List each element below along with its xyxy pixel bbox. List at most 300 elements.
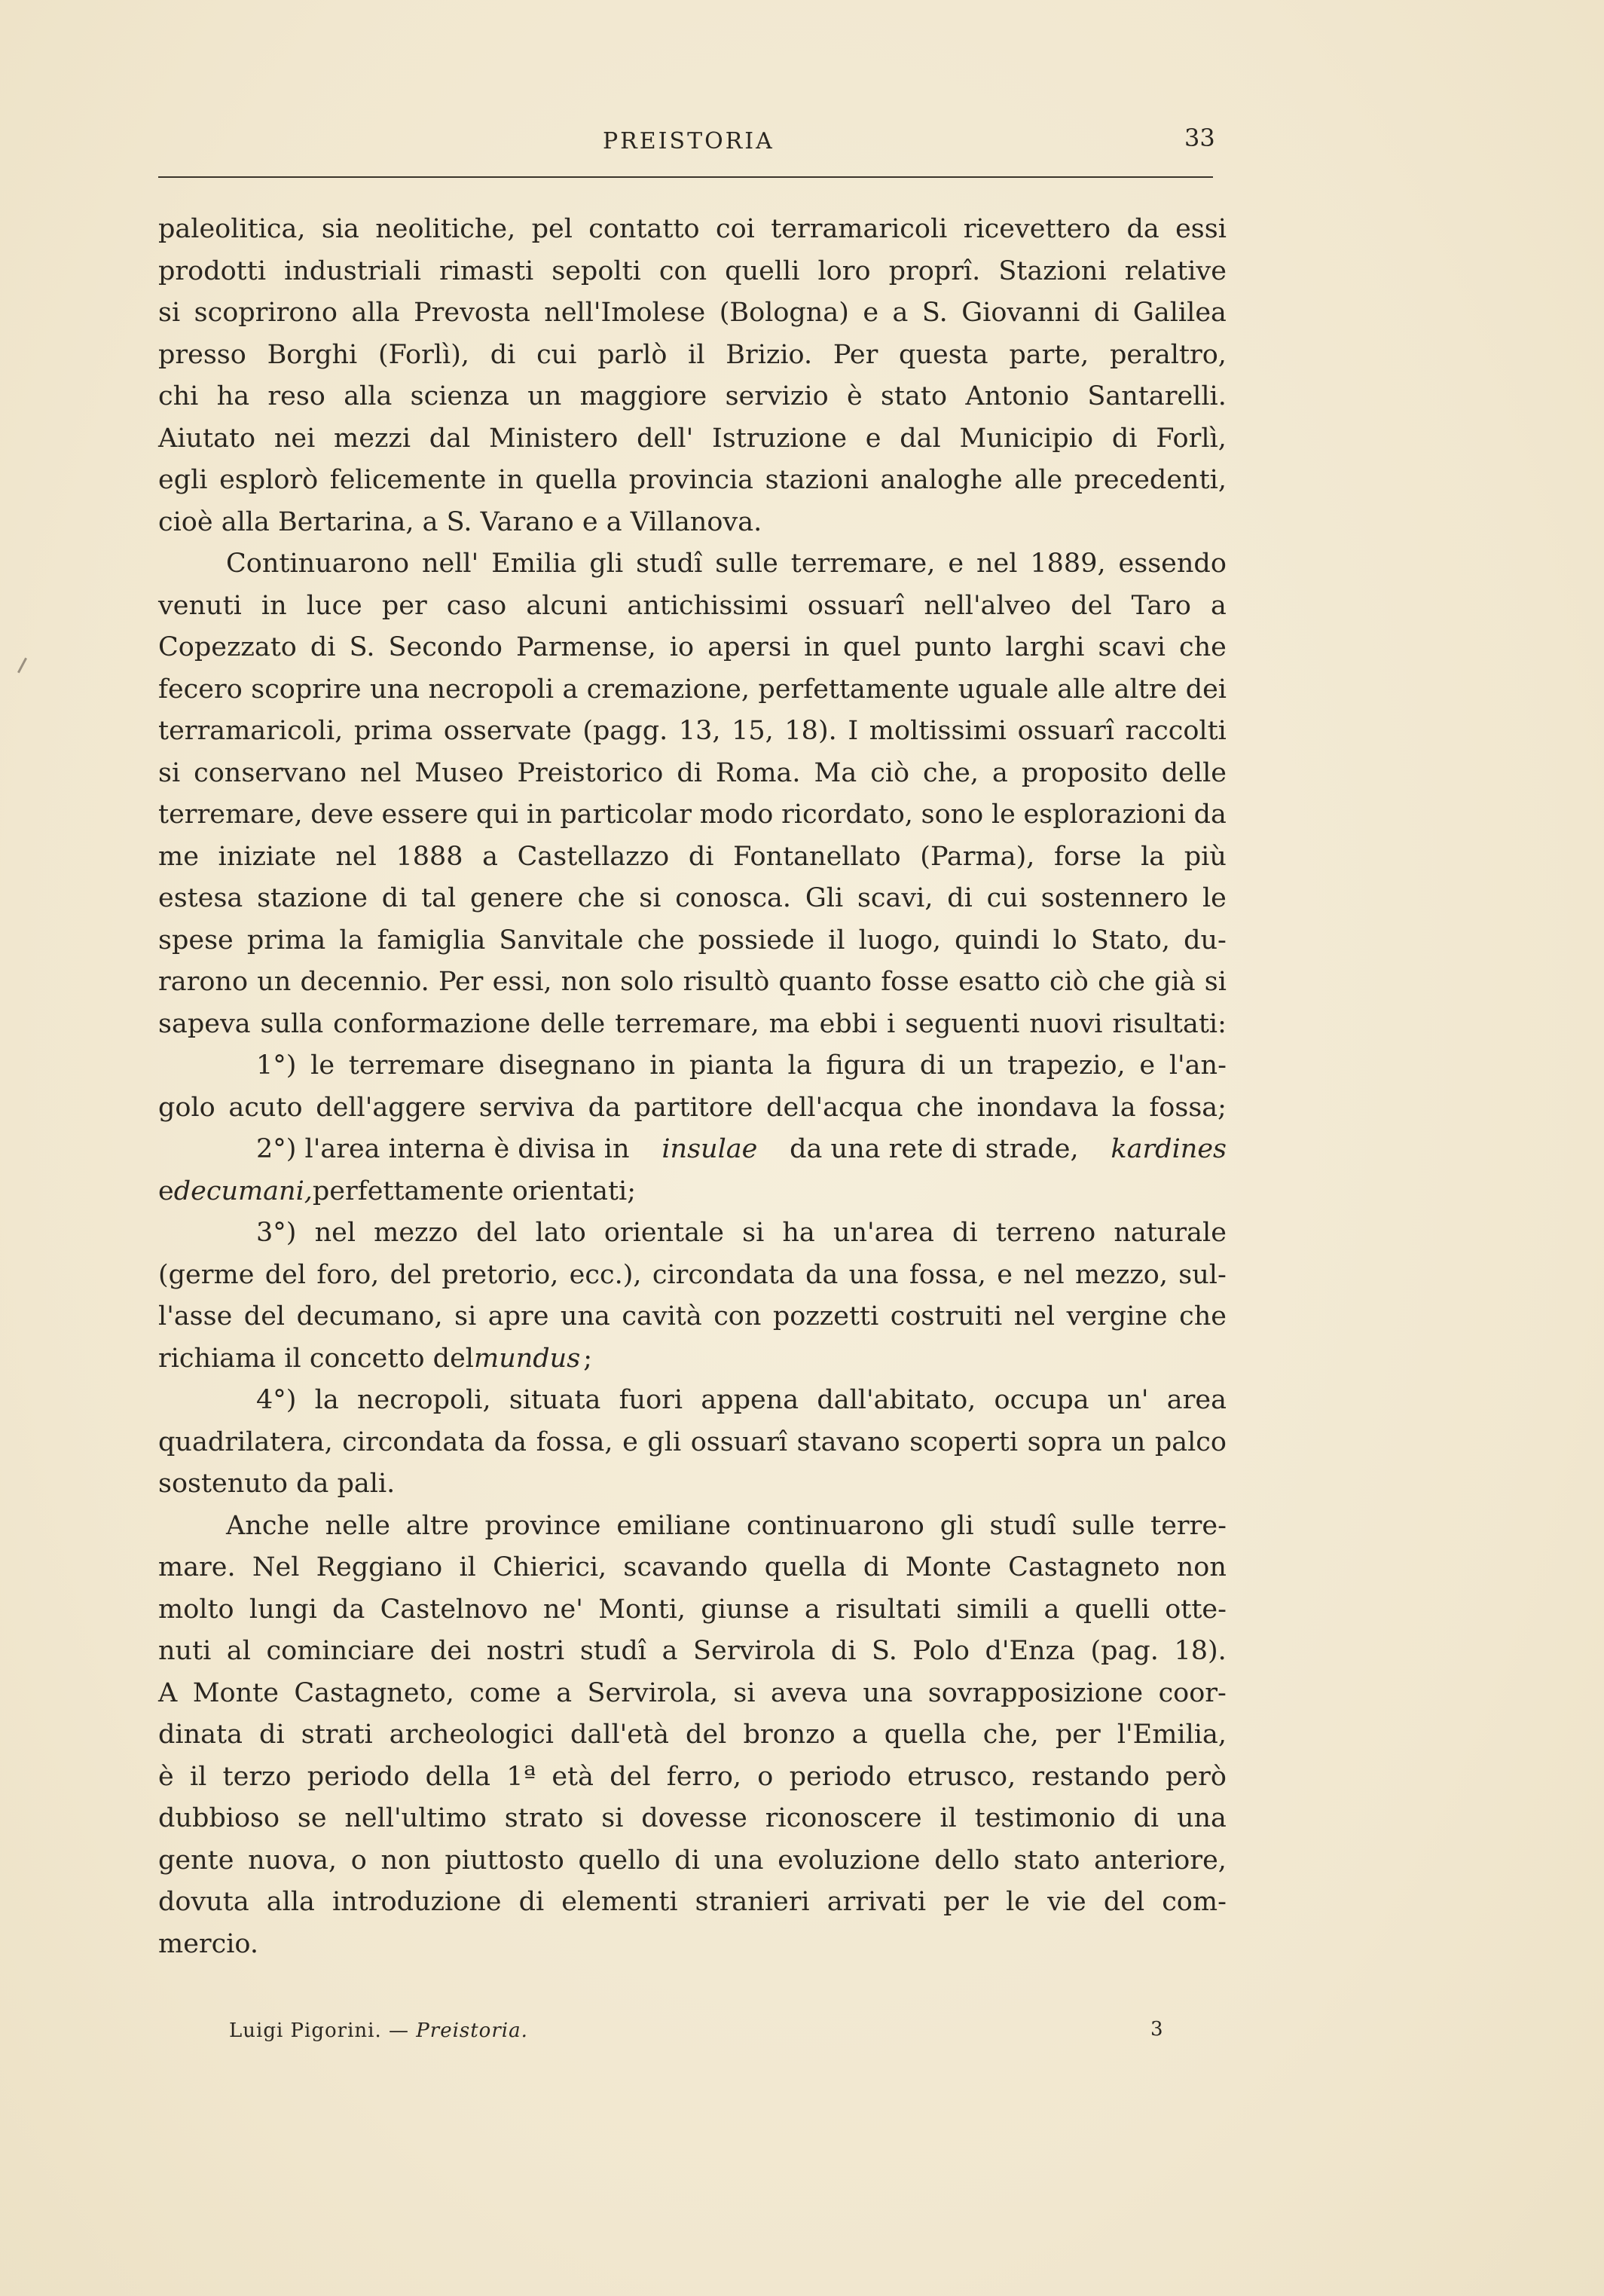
word: il <box>828 925 845 955</box>
word: evoluzione <box>778 1845 921 1876</box>
word: che <box>1179 1301 1227 1331</box>
word: loro <box>817 255 871 286</box>
word: deve <box>310 799 374 830</box>
word: peraltro, <box>1109 339 1227 370</box>
word: 13, <box>678 716 721 746</box>
word: fossa, <box>536 1426 613 1457</box>
text-line <box>158 585 1227 628</box>
text-span: 2°) l'area interna è divisa in <box>256 1134 630 1164</box>
word: parte, <box>1009 339 1089 370</box>
word: lato <box>535 1218 586 1248</box>
text-line <box>158 1882 1227 1924</box>
word: Monti, <box>598 1594 686 1625</box>
word: di <box>381 883 408 913</box>
word: a <box>1211 590 1227 621</box>
word: moltissimi <box>869 716 1007 746</box>
word: 3°) <box>256 1218 297 1248</box>
word: e <box>997 1259 1013 1290</box>
word: scavando <box>623 1552 748 1582</box>
word: conformazione <box>333 1008 531 1039</box>
text-line <box>158 836 1227 879</box>
word: dall'età <box>570 1720 669 1750</box>
word: sapeva <box>158 1008 251 1039</box>
word: a <box>661 1636 678 1666</box>
word: me <box>158 841 199 872</box>
word: pel <box>531 214 573 244</box>
word: solo <box>620 967 674 997</box>
word: Castagneto, <box>294 1677 454 1708</box>
signature-mark: 3 <box>1150 2018 1163 2041</box>
word: a <box>556 1677 573 1708</box>
word: sopra <box>1027 1426 1102 1457</box>
word: pretorio, <box>441 1259 559 1290</box>
word: ecc.), <box>569 1259 642 1290</box>
word: di <box>952 1218 978 1248</box>
word: ha <box>782 1218 815 1248</box>
word: da <box>588 1092 621 1123</box>
word: e <box>865 423 881 454</box>
word: essi <box>1175 214 1227 244</box>
word: mezzo, <box>1075 1259 1168 1290</box>
text-line <box>158 1380 1227 1422</box>
word: molto <box>158 1594 234 1625</box>
word: cui <box>986 883 1028 913</box>
word: si <box>601 1803 624 1833</box>
word: stazione <box>257 883 368 913</box>
word: altre <box>1114 674 1178 705</box>
word: caso <box>446 590 507 621</box>
word: è <box>846 381 863 411</box>
word: sovrapposizione <box>927 1677 1144 1708</box>
word: in <box>649 1050 676 1081</box>
word: un' <box>1107 1385 1149 1415</box>
word: sia <box>321 214 359 244</box>
word: mare. <box>158 1552 236 1582</box>
word: alla <box>344 381 393 411</box>
word: tal <box>421 883 457 913</box>
text-line <box>158 1004 1227 1046</box>
word: il <box>939 1803 957 1833</box>
text-line <box>158 1296 1227 1338</box>
text-span: e <box>158 1176 174 1206</box>
word: Prevosta <box>414 298 530 328</box>
word: conservano <box>194 757 347 788</box>
word: la <box>339 925 364 955</box>
word: introduzione <box>331 1887 502 1917</box>
word: Servirola <box>693 1636 816 1666</box>
word: sostennero <box>1040 883 1189 913</box>
word: du- <box>1184 925 1227 955</box>
word: (pag. <box>1090 1636 1159 1666</box>
word: si <box>158 757 181 788</box>
word: un <box>959 1050 994 1081</box>
word: circondata <box>652 1259 795 1290</box>
word: in <box>804 632 829 662</box>
footer-work-title: Preistoria. <box>416 2019 528 2042</box>
word: a <box>851 1720 868 1750</box>
word: punto <box>914 632 992 662</box>
word: industriali <box>284 255 421 286</box>
text-line: mercio. <box>158 1928 259 1959</box>
word: Gli <box>805 883 844 913</box>
word: Ministero <box>489 423 619 454</box>
word: che, <box>982 1720 1039 1750</box>
word: gli <box>939 1510 974 1541</box>
word: terramaricoli <box>771 214 948 244</box>
body-text <box>158 209 1227 1965</box>
word: si <box>158 298 181 328</box>
word: terzo <box>222 1761 292 1792</box>
word: un'area <box>833 1218 934 1248</box>
word: esplorò <box>219 465 319 495</box>
word: Roma. <box>715 757 801 788</box>
word: nuova, <box>248 1845 338 1876</box>
word: ciò <box>1049 967 1089 997</box>
word: quadrilatera, <box>158 1426 333 1457</box>
word: Anche <box>226 1510 310 1541</box>
word: vergine <box>1066 1301 1168 1331</box>
word: maggiore <box>579 381 707 411</box>
word: della <box>425 1761 490 1792</box>
word: Chierici, <box>493 1552 607 1582</box>
word: dal <box>429 423 471 454</box>
word: è <box>158 1761 174 1792</box>
word: alcuni <box>526 590 608 621</box>
word: ciò <box>870 757 910 788</box>
word: decumano, <box>296 1301 443 1331</box>
word: servizio <box>725 381 829 411</box>
word: scavi <box>1098 632 1166 662</box>
word: 15, <box>732 716 774 746</box>
word: terreno <box>995 1218 1096 1248</box>
word: dei <box>1185 674 1227 705</box>
word: a <box>991 757 1008 788</box>
text-line <box>158 753 1227 795</box>
word: stazioni <box>765 465 869 495</box>
word: di <box>674 1845 700 1876</box>
word: ricevettero <box>963 214 1111 244</box>
word: del <box>1071 590 1112 621</box>
word: stranieri <box>695 1887 810 1917</box>
word: Emilia <box>491 549 577 579</box>
word: scavi, <box>857 883 933 913</box>
text-line <box>158 209 1227 251</box>
word: dovesse <box>641 1803 747 1833</box>
word: la <box>787 1050 812 1081</box>
word: da <box>1126 214 1159 244</box>
word: Forlì, <box>1156 423 1227 454</box>
text-line <box>158 1840 1227 1882</box>
word: Municipio <box>959 423 1094 454</box>
word: Museo <box>414 757 504 788</box>
word: un <box>527 381 562 411</box>
word: si <box>1204 967 1227 997</box>
word: terremare, <box>790 549 936 579</box>
word: otte- <box>1165 1594 1227 1625</box>
text-line <box>158 335 1227 377</box>
word: da <box>332 1594 365 1625</box>
word: conosca. <box>675 883 792 913</box>
word: arrivati <box>826 1887 927 1917</box>
word: del <box>1103 1887 1145 1917</box>
word: paleolitica, <box>158 214 306 244</box>
text-line <box>158 1255 1227 1297</box>
word: Polo <box>912 1636 970 1666</box>
word: un <box>1111 1426 1146 1457</box>
word: questa <box>899 339 988 370</box>
word: osservate <box>443 716 572 746</box>
word: dello <box>934 1845 1000 1876</box>
word: la <box>1111 1092 1136 1123</box>
text-line <box>158 627 1227 669</box>
word: archeologici <box>389 1720 554 1750</box>
word: risultati: <box>1112 1008 1227 1039</box>
word: fossa; <box>1149 1092 1227 1123</box>
word: Fontanellato <box>733 841 901 872</box>
word: Castagneto <box>1008 1552 1160 1582</box>
word: prima <box>246 925 326 955</box>
word: modo <box>699 799 774 830</box>
word: occupa <box>994 1385 1089 1415</box>
word: raccolti <box>1125 716 1227 746</box>
word: scienza <box>410 381 509 411</box>
word: di <box>1133 1803 1159 1833</box>
word: si <box>639 883 661 913</box>
word: una <box>848 1259 899 1290</box>
word: a <box>482 841 499 872</box>
word: e <box>863 298 879 328</box>
word: delle <box>1161 757 1227 788</box>
text-line <box>158 376 1227 418</box>
word: altre <box>405 1510 469 1541</box>
text-line <box>158 794 1227 836</box>
word: pianta <box>689 1050 774 1081</box>
word: felicemente <box>329 465 487 495</box>
word: alla <box>266 1887 315 1917</box>
text-line <box>158 543 1227 585</box>
word: precedenti, <box>1074 465 1227 495</box>
word: sulla <box>260 1008 324 1039</box>
word: che <box>577 883 625 913</box>
word: A <box>158 1677 178 1708</box>
word: con <box>713 1301 762 1331</box>
text-line <box>158 1589 1227 1631</box>
word: riconoscere <box>765 1803 922 1833</box>
word: ha <box>216 381 250 411</box>
word: Taro <box>1131 590 1191 621</box>
word: terremare <box>348 1050 485 1081</box>
word: la <box>314 1385 339 1415</box>
text-line <box>158 1129 1227 1171</box>
word: a <box>562 674 579 705</box>
word: prima <box>353 716 433 746</box>
word: foro, <box>316 1259 380 1290</box>
word: contatto <box>588 214 700 244</box>
text-line: cioè alla Bertarina, a S. Varano e a Villanova. <box>158 506 762 537</box>
word: stato <box>1013 1845 1080 1876</box>
word: stato <box>880 381 948 411</box>
word: costruiti <box>890 1301 1003 1331</box>
word: essendo <box>1118 549 1227 579</box>
word: neolitiche, <box>375 214 516 244</box>
word: di <box>863 1552 889 1582</box>
word: nell'ultimo <box>344 1803 487 1833</box>
word: nel <box>314 1218 356 1248</box>
page-number: 33 <box>1184 124 1215 152</box>
word: venuti <box>158 590 242 621</box>
word: in <box>497 465 524 495</box>
word: il <box>688 339 705 370</box>
word: da <box>1193 799 1227 830</box>
word: dall'abitato, <box>817 1385 976 1415</box>
text-line <box>158 711 1227 753</box>
word: nel <box>1013 1301 1056 1331</box>
word: Borghi <box>267 339 358 370</box>
word: gente <box>158 1845 234 1876</box>
word: per <box>381 590 427 621</box>
word: simili <box>956 1594 1029 1625</box>
word: sul- <box>1178 1259 1227 1290</box>
word: studî <box>989 1510 1056 1541</box>
word: ma <box>768 1008 810 1039</box>
word: nuti <box>158 1636 212 1666</box>
word: ebbi <box>819 1008 878 1039</box>
word: quanto <box>778 967 872 997</box>
word: Aiutato <box>158 423 256 454</box>
word: quelli <box>1074 1594 1150 1625</box>
word: (Parma), <box>920 841 1035 872</box>
word: esatto <box>958 967 1040 997</box>
word: seguenti <box>905 1008 1020 1039</box>
word: nuovi <box>1029 1008 1103 1039</box>
word: nel <box>1023 1259 1065 1290</box>
word: inondava <box>976 1092 1098 1123</box>
word: 1°) <box>256 1050 297 1081</box>
word: Servirola, <box>587 1677 718 1708</box>
word: una <box>560 1301 610 1331</box>
word: terramaricoli, <box>158 716 344 746</box>
word: quello <box>578 1845 661 1876</box>
word: aveva <box>770 1677 848 1708</box>
word: si <box>454 1301 477 1331</box>
word: dell'acqua <box>766 1092 903 1123</box>
word: o <box>757 1761 774 1792</box>
word: nell'Imolese <box>544 298 706 328</box>
word: già <box>1154 967 1196 997</box>
word: se <box>297 1803 327 1833</box>
word: coi <box>715 214 755 244</box>
word: periodo <box>789 1761 892 1792</box>
word: vie <box>1047 1887 1086 1917</box>
word: forse <box>1054 841 1122 872</box>
word: una <box>863 1677 913 1708</box>
word: Ma <box>814 757 857 788</box>
word: coor- <box>1158 1677 1227 1708</box>
word: proprî. <box>888 255 981 286</box>
word: strati <box>301 1720 373 1750</box>
word: Reggiano <box>316 1552 443 1582</box>
word: decennio. <box>300 967 429 997</box>
word: una <box>370 674 420 705</box>
word: del <box>243 1301 286 1331</box>
text-span: richiama il concetto del <box>158 1343 474 1374</box>
word: con <box>658 255 707 286</box>
footer-signature <box>229 2019 528 2042</box>
word: rimasti <box>439 255 534 286</box>
word: studî <box>636 549 703 579</box>
word: dinata <box>158 1720 243 1750</box>
word: 18). <box>1174 1636 1227 1666</box>
word: che <box>1098 967 1145 997</box>
word: famiglia <box>377 925 486 955</box>
word: nell'alveo <box>924 590 1052 621</box>
word: particolar <box>560 799 692 830</box>
word: di <box>310 632 336 662</box>
word: Continuarono <box>226 549 410 579</box>
word: circondata <box>342 1426 485 1457</box>
word: (germe <box>158 1259 255 1290</box>
word: Antonio <box>965 381 1070 411</box>
text-line <box>158 1506 1227 1548</box>
text-line <box>158 460 1227 502</box>
word: alla <box>351 298 400 328</box>
word: come <box>469 1677 541 1708</box>
word: scoprirono <box>194 298 338 328</box>
word: del <box>686 1720 727 1750</box>
word: nelle <box>325 1510 390 1541</box>
word: qui <box>476 799 519 830</box>
text-line <box>158 669 1227 711</box>
word: da <box>493 1426 527 1457</box>
word: mezzo <box>374 1218 458 1248</box>
word: possiede <box>698 925 815 955</box>
word: del <box>264 1259 307 1290</box>
word: sulle <box>715 549 778 579</box>
word: una <box>1176 1803 1227 1833</box>
word: 1889, <box>1030 549 1106 579</box>
word: S. <box>349 632 375 662</box>
word: Preistorico <box>517 757 664 788</box>
word: una <box>713 1845 764 1876</box>
text-line <box>158 1547 1227 1589</box>
word: però <box>1166 1761 1227 1792</box>
word: cui <box>536 339 577 370</box>
word: S. <box>872 1636 897 1666</box>
word: scoprire <box>251 674 362 705</box>
word: nel <box>976 549 1018 579</box>
word: che, <box>923 757 979 788</box>
word: Giovanni <box>961 298 1080 328</box>
word: per <box>943 1887 989 1917</box>
italic-term-insulae: insulae <box>661 1134 758 1164</box>
text-line <box>158 878 1227 920</box>
margin-mark <box>17 658 27 674</box>
word: ossuarî <box>1017 716 1114 746</box>
text-line <box>158 920 1227 962</box>
word: ne' <box>543 1594 583 1625</box>
word: dell'aggere <box>316 1092 466 1123</box>
word: Stato, <box>1090 925 1170 955</box>
word: dal <box>900 423 941 454</box>
word: iniziate <box>218 841 316 872</box>
word: terremare, <box>615 1008 759 1039</box>
word: larghi <box>1005 632 1085 662</box>
word: 4°) <box>256 1385 297 1415</box>
word: Monte <box>192 1677 279 1708</box>
word: studî <box>579 1636 646 1666</box>
word: Secondo <box>388 632 503 662</box>
footer-author: Luigi Pigorini. — <box>229 2019 409 2042</box>
